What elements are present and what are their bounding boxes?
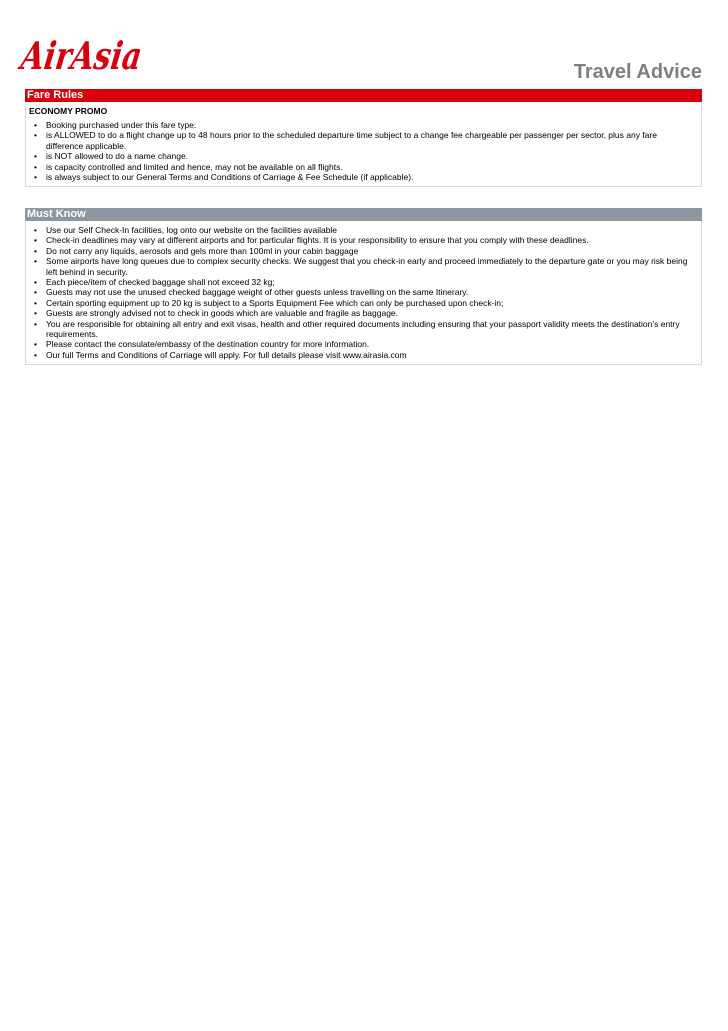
fare-rules-list <box>29 120 695 182</box>
fare-rules-heading: Fare Rules <box>25 89 702 102</box>
must-know-heading: Must Know <box>25 208 702 221</box>
fare-class-label: ECONOMY PROMO <box>29 106 108 116</box>
must-know-body <box>25 221 702 365</box>
list-item: • Certain sporting equipment up to 20 kg is subject to a Sports Equipment Fee which can only be purchased upon check-in; <box>34 297 504 308</box>
list-item: • Booking purchased under this fare type: <box>34 120 197 130</box>
airasia-logo <box>18 25 179 85</box>
svg-text:AirAsia: AirAsia <box>18 34 179 79</box>
list-item: • You are responsible for obtaining all entry and exit visas, health and other required documents including ensuring that your passport validity meets the destination’s entry requirements. <box>34 318 680 340</box>
must-know-section <box>25 208 702 365</box>
list-item: • Each piece/item of checked baggage shall not exceed 32 kg; <box>34 277 275 288</box>
list-item: • is ALLOWED to do a flight change up to 48 hours prior to the scheduled departure time subject to a change fee chargeable per passenger per sector, plus any fare difference applicable. <box>34 130 657 151</box>
list-item: • Some airports have long queues due to complex security checks. We suggest that you check-in early and proceed immediately to the departure gate or you may risk being left behind in security. <box>34 256 688 277</box>
list-item: • Guests may not use the unused checked baggage weight of other guests unless travelling on the same Itinerary. <box>34 287 469 298</box>
list-item: • is NOT allowed to do a name change. <box>34 151 189 162</box>
must-know-list <box>29 225 695 360</box>
list-item: • Guests are strongly advised not to check in goods which are valuable and fragile as baggage. <box>34 308 399 319</box>
list-item: • is always subject to our General Terms and Conditions of Carriage & Fee Schedule (if applicable). <box>34 172 414 183</box>
fare-rules-section <box>25 89 702 187</box>
list-item: • Our full Terms and Conditions of Carriage will apply. For full details please visit www.airasia.com <box>34 349 407 360</box>
fare-rules-body <box>25 102 702 187</box>
list-item: • Do not carry any liquids, aerosols and gels more than 100ml in your cabin baggage <box>34 245 359 256</box>
list-item: • is capacity controlled and limited and hence, may not be available on all flights. <box>34 161 343 172</box>
document-title: Travel Advice <box>573 61 702 83</box>
list-item: • Please contact the consulate/embassy of the destination country for more information. <box>34 339 370 350</box>
list-item: • Use our Self Check-In facilities, log onto our website on the facilities available <box>34 225 338 235</box>
list-item: • Check-in deadlines may vary at different airports and for particular flights. It is your responsibility to ensure that you comply with these deadlines. <box>34 235 589 246</box>
